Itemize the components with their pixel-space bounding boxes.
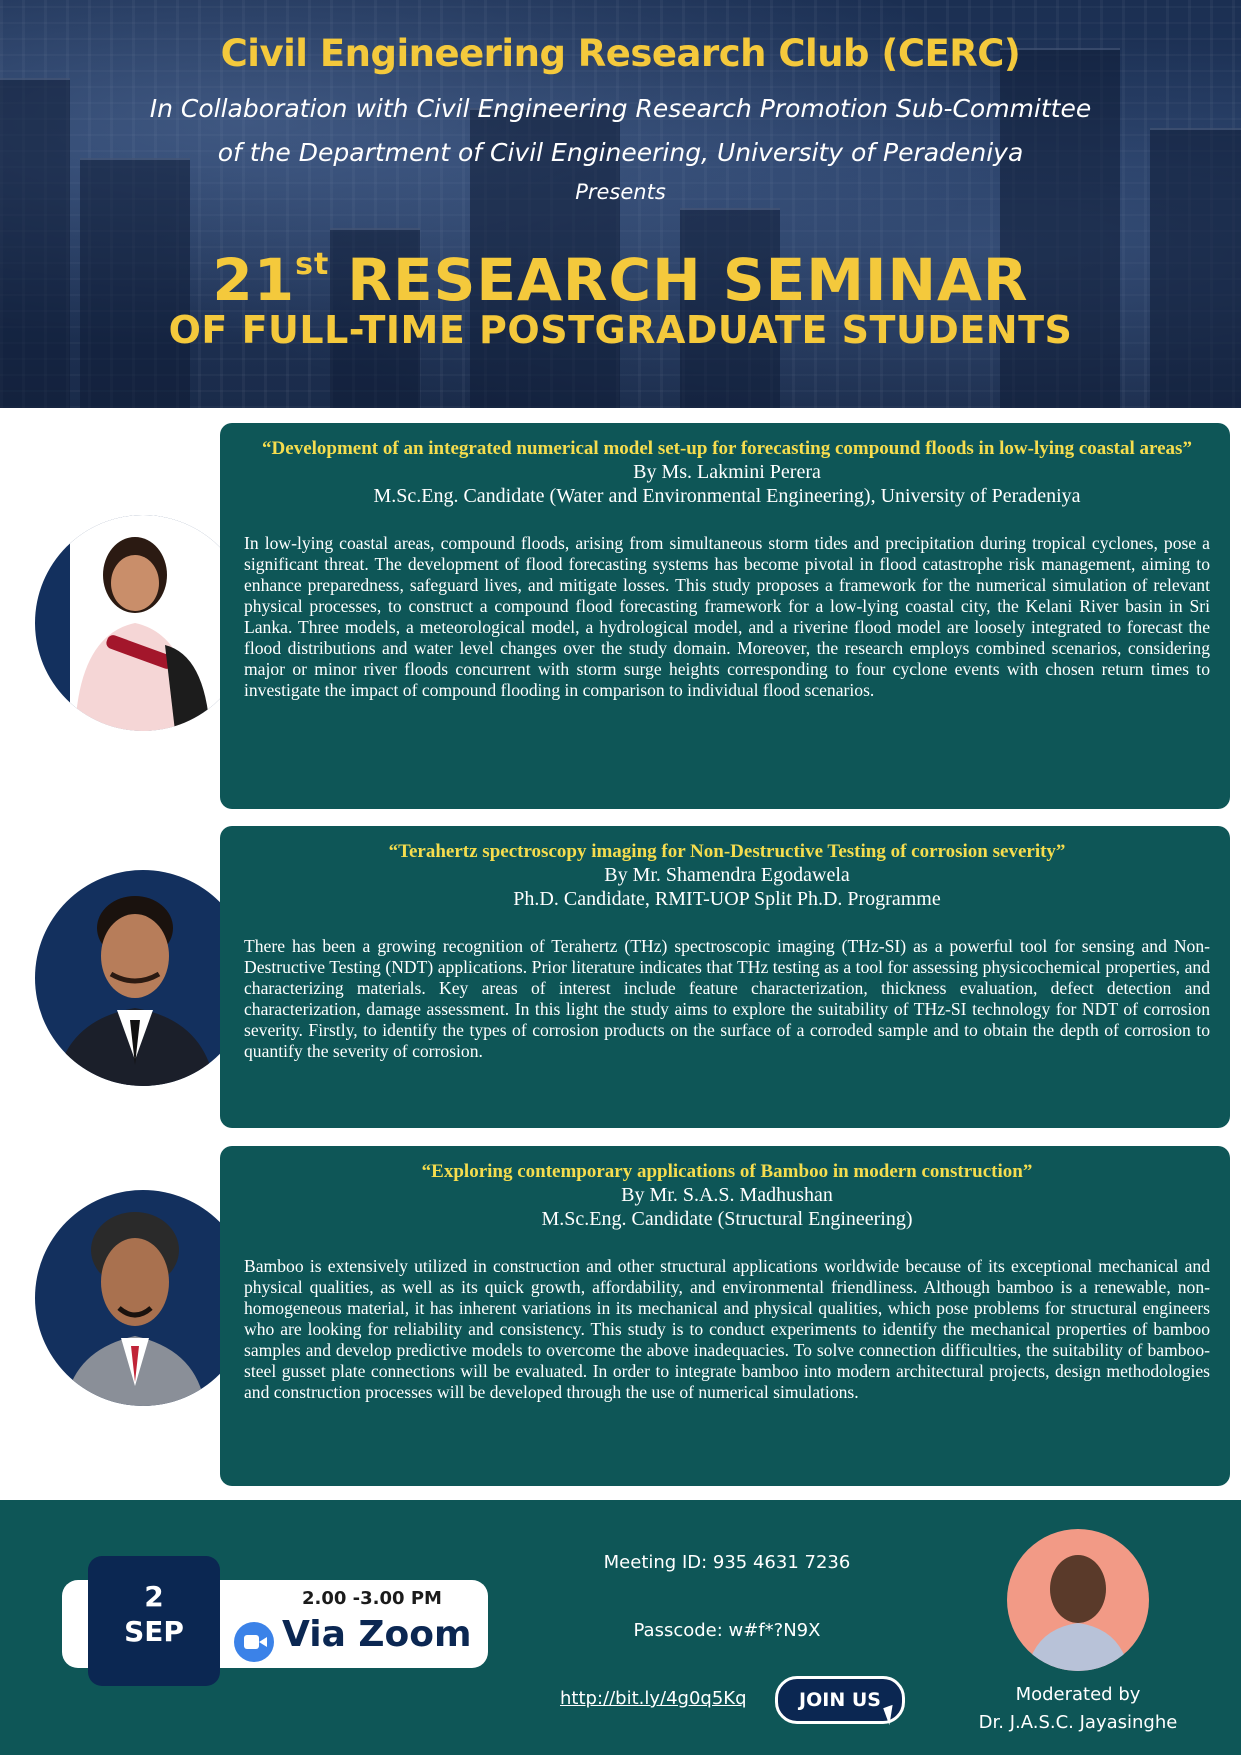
talk-abstract: Bamboo is extensively utilized in construction and other structural applications worldwide because of its exceptional mechanical and physical qualities, as well as its quick growth, affordability, and environmental friendliness. Although bamboo is a renewable, non-homogeneous material, it has inherent variations in its mechanical and physical qualities, which pose problems for structural engineers who are looking for reliability and consistency. This study is to conduct experiments to identify the mechanical properties of bamboo samples and develop predictive models to overcome the above inadequacies. To solve connection difficulties, the suitability of bamboo-steel gusset plate connections will be evaluated. In order to integrate bamboo into modern architectural projects, design methodologies and construction processes will be developed through the use of numerical simulations. <box>244 1256 1210 1402</box>
seminar-number-suffix: st <box>295 247 330 282</box>
talk-abstract: There has been a growing recognition of Terahertz (THz) spectroscopic imaging (THz-SI) as a powerful tool for sensing and Non-Destructive Testing (NDT) applications. Prior literature indicates that THz testing as a tool for assessing physicochemical properties, and characterizing materials. Key areas of interest include feature characterization, thickness evaluation, defect detection and characterization, damage assessment. In this light the study aims to explore the suitability of THz-SI technology for NDT of corrosion severity. Firstly, to identify the types of corrosion products on the surface of a corroded sample and to obtain the depth of corrosion to quantify the severity of corrosion. <box>244 936 1210 1061</box>
zoom-camera-icon <box>234 1622 274 1662</box>
person-avatar-icon <box>35 870 251 1086</box>
zoom-camera-lens <box>259 1637 267 1647</box>
speaker-photo-sas-madhushan <box>35 1190 251 1406</box>
moderator-name: Dr. J.A.S.C. Jayasinghe <box>978 1712 1178 1733</box>
collaboration-line-2: of the Department of Civil Engineering, University of Peradeniya <box>217 138 1024 167</box>
talk-title: “Development of an integrated numerical model set-up for forecasting compound floods in low-lying coastal areas” <box>262 438 1192 459</box>
club-title: Civil Engineering Research Club (CERC) <box>220 32 1021 75</box>
moderator-photo <box>1007 1529 1149 1671</box>
speaker-photo-shamendra-egodawela <box>35 870 251 1086</box>
collaboration-line-1: In Collaboration with Civil Engineering Research Promotion Sub-Committee <box>149 94 1092 123</box>
person-avatar-icon <box>1007 1529 1149 1671</box>
talk-title: “Exploring contemporary applications of Bamboo in modern construction” <box>421 1161 1033 1182</box>
meeting-passcode: Passcode: w#f*?N9X <box>633 1620 821 1641</box>
zoom-link[interactable]: http://bit.ly/4g0q5Kq <box>560 1688 747 1709</box>
event-time: 2.00 -3.00 PM <box>302 1588 442 1609</box>
talk-card-2 <box>220 826 1230 1128</box>
event-date-box <box>88 1556 220 1686</box>
moderated-by-label: Moderated by <box>1015 1684 1141 1705</box>
header-banner <box>0 0 1241 408</box>
seminar-title-text: RESEARCH SEMINAR <box>347 246 1029 314</box>
event-month: SEP <box>124 1615 184 1648</box>
presents-label: Presents <box>575 180 666 204</box>
talk-affiliation: M.Sc.Eng. Candidate (Structural Engineering) <box>541 1208 913 1230</box>
talk-abstract: In low-lying coastal areas, compound floods, arising from simultaneous storm tides and precipitation during tropical cyclones, pose a significant threat. The development of flood forecasting systems has become pivotal in flood catastrophe risk management, aiming to enhance preparedness, safeguard lives, and mitigate losses. This study proposes a framework for the numerical simulation of relevant physical processes, to construct a compound flood forecasting framework for a low-lying coastal city, the Kelani River basin in Sri Lanka. Three models, a meteorological model, a hydrological model, and a riverine flood model are loosely integrated to forecast the flood distributions and water level changes over the study domain. Moreover, the research employs combined scenarios, considering major or minor river floods concurrent with storm surge heights corresponding to four cyclone events with chosen return times to investigate the impact of compound flooding in comparison to individual flood scenarios. <box>244 533 1210 700</box>
talk-speaker: By Mr. S.A.S. Madhushan <box>621 1184 833 1206</box>
event-platform: Via Zoom <box>282 1614 472 1655</box>
talk-card-3 <box>220 1146 1230 1486</box>
event-day: 2 <box>144 1580 164 1613</box>
event-footer <box>0 1500 1241 1755</box>
seminar-title <box>0 232 1241 313</box>
seminar-subtitle: OF FULL-TIME POSTGRADUATE STUDENTS <box>168 308 1073 352</box>
zoom-camera-body <box>244 1635 259 1649</box>
talk-card-1 <box>220 423 1230 809</box>
talk-title: “Terahertz spectroscopy imaging for Non-Destructive Testing of corrosion severity” <box>388 841 1066 862</box>
meeting-id: Meeting ID: 935 4631 7236 <box>603 1552 851 1573</box>
seminar-number: 21 <box>212 246 296 314</box>
talk-affiliation: M.Sc.Eng. Candidate (Water and Environmental Engineering), University of Peradeniya <box>373 485 1081 507</box>
person-avatar-icon <box>35 515 251 731</box>
person-avatar-icon <box>35 1190 251 1406</box>
speaker-photo-lakmini-perera <box>35 515 251 731</box>
join-us-button[interactable]: JOIN US <box>775 1676 905 1724</box>
talk-speaker: By Mr. Shamendra Egodawela <box>604 864 850 886</box>
talk-speaker: By Ms. Lakmini Perera <box>633 461 821 483</box>
talk-affiliation: Ph.D. Candidate, RMIT-UOP Split Ph.D. Programme <box>513 888 941 910</box>
